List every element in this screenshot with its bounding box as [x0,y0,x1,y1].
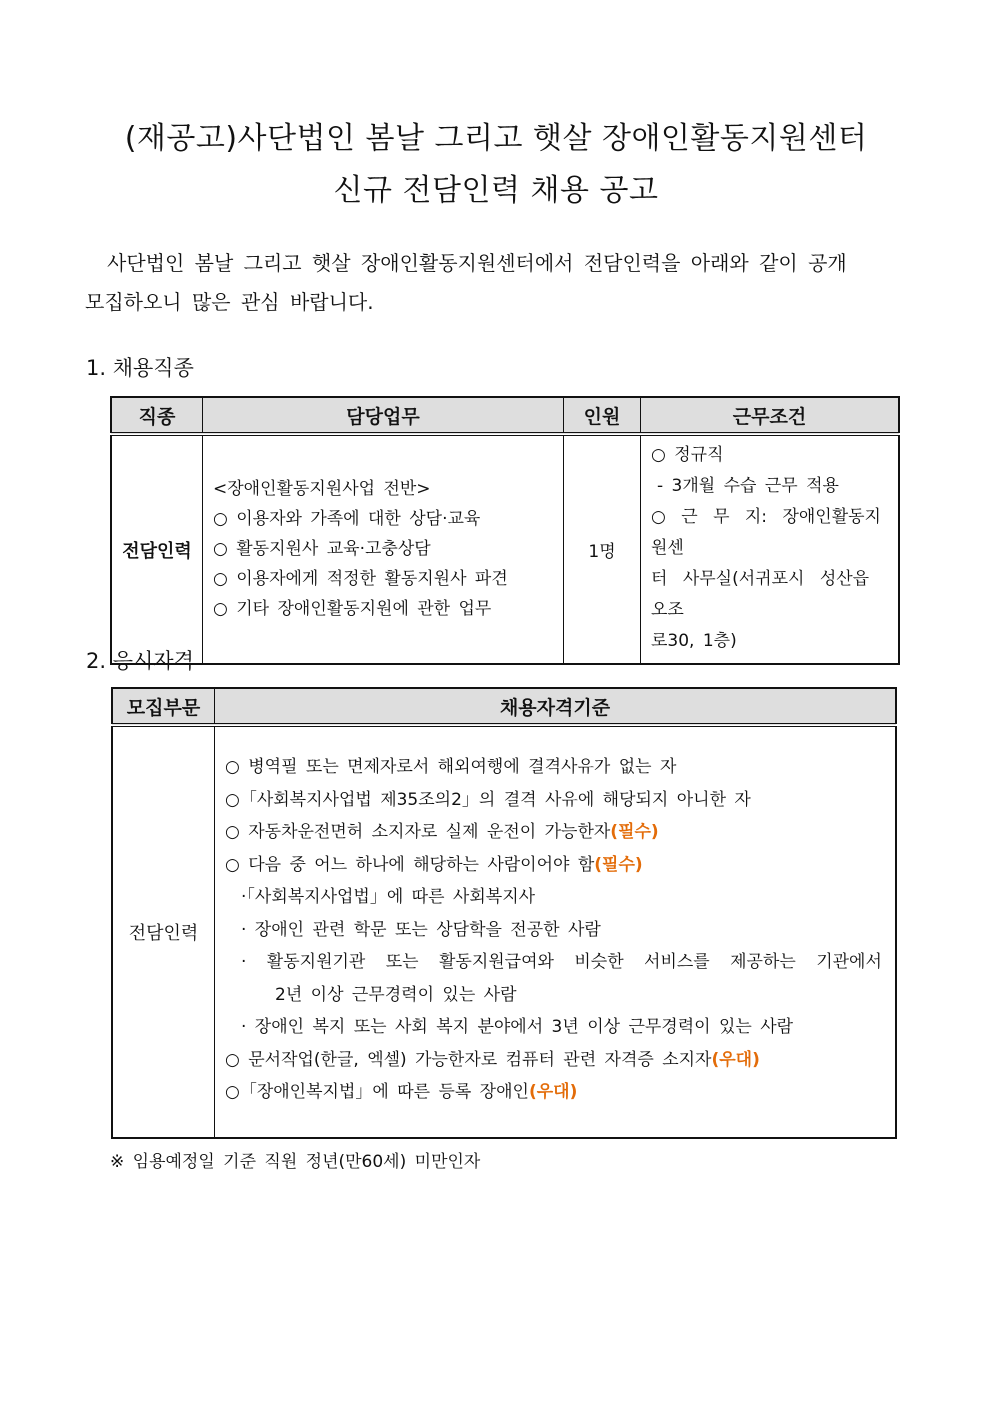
condition-item: 로30, 1층) [651,631,737,651]
document-title-line2: 신규 전담인력 채용 공고 [333,173,659,208]
table-row [111,434,899,664]
intro-line1: 사단법인 봄날 그리고 햇살 장애인활동지원센터에서 전담인력을 아래와 같이 공개 [107,251,847,275]
qualification-table [111,687,897,1139]
preferred-item [225,1044,887,1077]
condition-item: 터 사무실(서귀포시 성산읍 오조 [651,569,870,620]
header-conditions: 근무조건 [641,397,900,434]
preferred-text: ○ 문서작업(한글, 엑셀) 가능한자로 컴퓨터 관련 자격증 소지자 [225,1049,712,1070]
section2-heading: 2. 응시자격 [86,649,194,673]
condition-item: ○ 정규직 [651,445,724,465]
preferred-tag: (우대) [711,1049,760,1070]
header-dept: 모집부문 [112,688,215,725]
duties-item: ○ 활동지원사 교육·고충상담 [213,538,431,559]
job-type-table-header [111,397,899,434]
criteria-text: ○ 병역필 또는 면제자로서 해외여행에 결격사유가 없는 자 [225,757,677,777]
conditions-cell [641,434,900,664]
table-row [112,725,896,1138]
duties-item: ○ 이용자와 가족에 대한 상담·교육 [213,508,481,529]
intro-line2: 모집하오니 많은 관심 바랍니다. [85,290,374,314]
duties-cell [203,434,564,664]
criteria-text: ○ 다음 중 어느 하나에 해당하는 사람이어야 함 [225,854,595,875]
condition-item: ○ 근 무 지: 장애인활동지원센 [651,507,881,558]
condition-item: - 3개월 수습 근무 적용 [657,476,839,496]
required-tag: (필수) [610,822,659,842]
intro-paragraph [85,244,907,322]
job-type-table [110,396,900,665]
dept-cell: 전담인력 [112,725,215,1138]
count-cell: 1명 [564,434,641,664]
footnote: ※ 임용예정일 기준 직원 정년(만60세) 미만인자 [110,1152,481,1172]
qualification-table-header [112,688,896,725]
preferred-text: ○「장애인복지법」에 따른 등록 장애인 [225,1082,529,1102]
criteria-text: ○「사회복지사업법 제35조의2」의 결격 사유에 해당되지 아니한 자 [225,789,751,810]
preferred-tag: (우대) [528,1082,578,1102]
header-count: 인원 [564,397,641,434]
document-title-line1: (재공고)사단법인 봄날 그리고 햇살 장애인활동지원센터 [124,121,868,156]
section1-heading: 1. 채용직종 [86,356,194,380]
criteria-item [225,784,887,817]
header-duties: 담당업무 [203,397,564,434]
criteria-cell [215,725,897,1138]
job-cell: 전담인력 [111,434,203,664]
required-tag: (필수) [594,854,643,875]
preferred-item [225,1076,887,1109]
criteria-sub-item: · 활동지원기관 또는 활동지원급여와 비슷한 서비스를 제공하는 기관에서 [241,952,882,972]
criteria-item [225,849,887,882]
criteria-sub-item: · 장애인 복지 또는 사회 복지 분야에서 3년 이상 근무경력이 있는 사람 [241,1017,794,1037]
duties-item: ○ 이용자에게 적정한 활동지원사 파견 [213,568,508,589]
criteria-sub-item-continued: 2년 이상 근무경력이 있는 사람 [275,984,517,1005]
duties-item: <장애인활동지원사업 전반> [213,478,431,499]
criteria-item [225,751,887,784]
header-job: 직종 [111,397,203,434]
criteria-sub-item: · 장애인 관련 학문 또는 상담학을 전공한 사람 [241,919,601,940]
criteria-sub-item: ·「사회복지사업법」에 따른 사회복지사 [241,887,536,907]
criteria-item [225,816,887,849]
header-criteria: 채용자격기준 [215,688,897,725]
duties-item: ○ 기타 장애인활동지원에 관한 업무 [213,598,492,619]
criteria-text: ○ 자동차운전면허 소지자로 실제 운전이 가능한자 [225,822,611,842]
